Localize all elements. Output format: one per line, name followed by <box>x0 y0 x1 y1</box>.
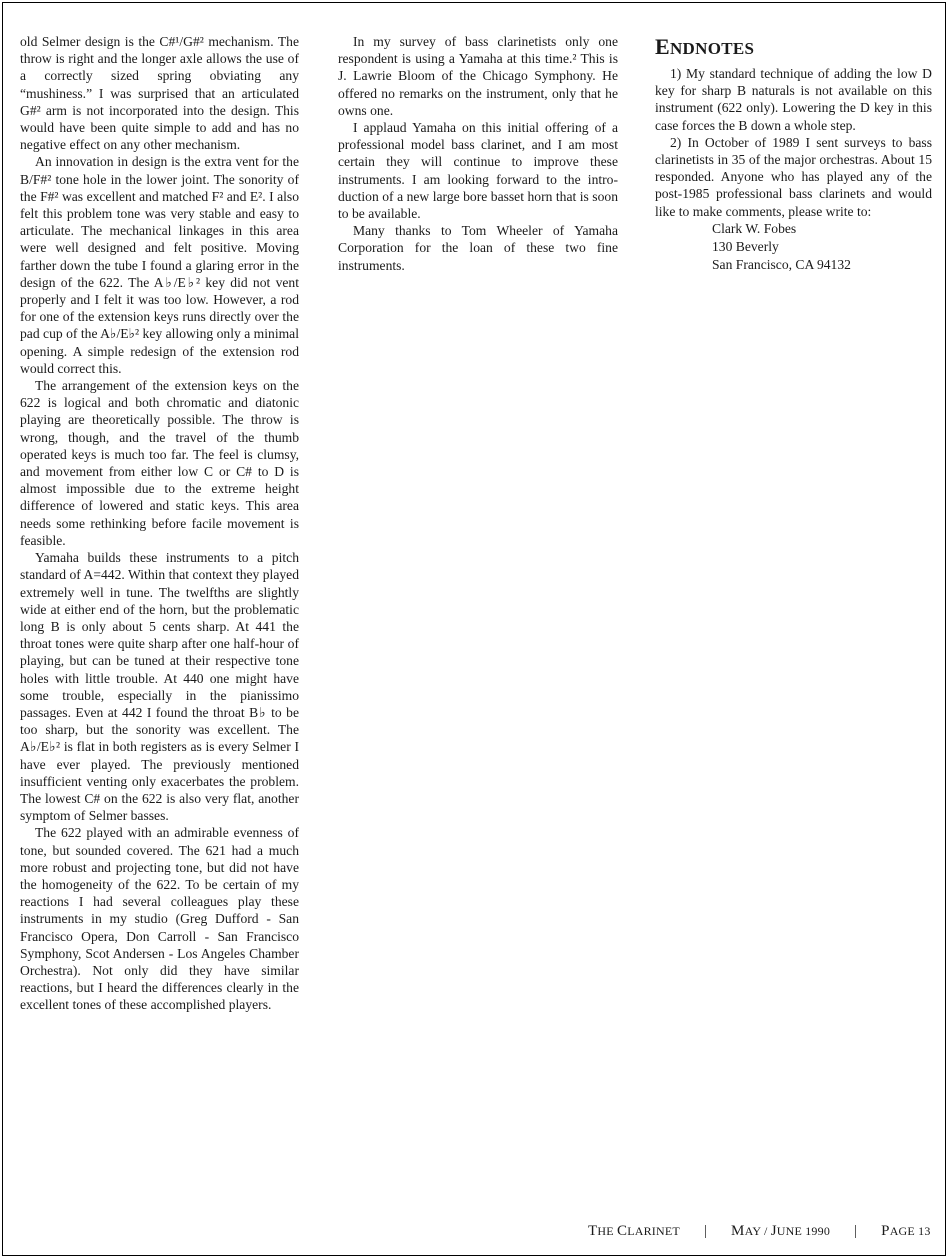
footer-page-number: PAGE 13 <box>881 1223 931 1239</box>
paragraph: An innovation in design is the extra vent for the B/F#² tone hole in the lower joint. The sonority of the F#² was excellent and matched F² and E². I also felt this problem tone was very stable and easy to articulate. The mechanical linkages in this area were well designed and felt positive. Moving farther down the tube I found a glaring error in the design of the 622. The A♭/E♭² key did not vent properly and I felt it was too low. However, a rod for one of the extension keys runs directly over the pad cup of the A♭/E♭² key allowing only a minimal opening. A simple redesign of the extension rod would correct this. <box>20 154 299 376</box>
endnote-1: 1) My standard technique of adding the low D key for sharp B naturals is not available on this instrument (622 only). Lowering the D key in this case forces the B down a whole step. <box>655 66 932 133</box>
paragraph: Many thanks to Tom Wheeler of Yamaha Corporation for the loan of these two fine instruments. <box>338 223 618 273</box>
paragraph: Yamaha builds these instruments to a pitch standard of A=442. Within that context they played extremely well in tune. The twelfths are slightly wide at either end of the horn, but the problematic long B is only about 5 cents sharp. At 441 the throat tones were quite sharp after one half-hour of playing, but can be tuned at their respective tone holes with little trouble. At 440 one might have some trouble, especially in the pianissimo passages. Even at 442 I found the throat B♭ to be too sharp, but the sonority was excellent. The A♭/E♭² is flat in both registers as is every Selmer I have ever played. The previously mentioned insufficient venting only exacerbates the problem. The lowest C# on the 622 is also very flat, another symptom of Selmer basses. <box>20 550 299 824</box>
paragraph: In my survey of bass clarinetists only one respondent is using a Yamaha at this time.² This is J. Lawrie Bloom of the Chicago Symphony. He offered no remarks on the instrument, only that he owns one. <box>338 34 618 118</box>
endnotes-heading <box>655 35 932 61</box>
paragraph: old Selmer design is the C#¹/G#² mechanism. The throw is right and the longer axle allows the use of a correctly sized spring obviating any “mushiness.” I was surprised that an articulated G#² arm is not incorporated into the design. This would have been quite simple to add and has no negative effect on any other mechanism. <box>20 34 299 153</box>
endnotes-column <box>655 35 932 274</box>
article-column-2 <box>338 33 618 274</box>
address-city: San Francisco, CA 94132 <box>712 256 851 272</box>
footer-issue-date: MAY / JUNE 1990 <box>731 1223 831 1239</box>
address-name: Clark W. Fobes <box>712 220 797 236</box>
endnotes-heading-rest: NDNOTES <box>669 39 755 58</box>
document-page <box>2 2 946 1256</box>
paragraph: The 622 played with an admirable evenness of tone, but sounded covered. The 621 had a much more robust and projecting tone, but did not have the homogeneity of the 622. To be certain of my reactions I had several colleagues play these instruments in my studio (Greg Dufford - San Francisco Opera, Don Carroll - San Francisco Symphony, Scot Andersen - Los Angeles Chamber Orchestra). Not only did they have similar reactions, but I heard the differences clearly in the excellent tones of these accomplished players. <box>20 825 299 1013</box>
paragraph: The arrangement of the extension keys on the 622 is logical and both chromatic and diatonic playing are theoretically possible. The throw is wrong, though, and the travel of the thumb operated keys is much too far. The feel is clumsy, and movement from either low C or C# to D is almost impossible due to the extreme height difference of lowered and static keys. This area needs some rethinking before facile movement is feasible. <box>20 378 299 548</box>
footer-separator: | <box>854 1223 858 1239</box>
paragraph: I applaud Yamaha on this initial offering of a professional model bass clarinet, and I am most certain they will continue to improve these instruments. I am looking forward to the intro-duction of a new large bore basset horn that is soon to be available. <box>338 120 618 222</box>
page-footer <box>588 1223 931 1240</box>
endnotes-heading-initial: E <box>655 34 670 59</box>
endnote-2: 2) In October of 1989 I sent surveys to bass clarinetists in 35 of the major orchestras. About 15 responded. Anyone who has played any of the post-1985 professional bass clarinets and would like to make comments, please write to: <box>655 134 932 219</box>
address-street: 130 Beverly <box>712 238 779 254</box>
footer-separator: | <box>703 1223 708 1239</box>
footer-magazine-name: THE CLARINET <box>588 1223 680 1239</box>
article-column-1 <box>20 33 299 1014</box>
